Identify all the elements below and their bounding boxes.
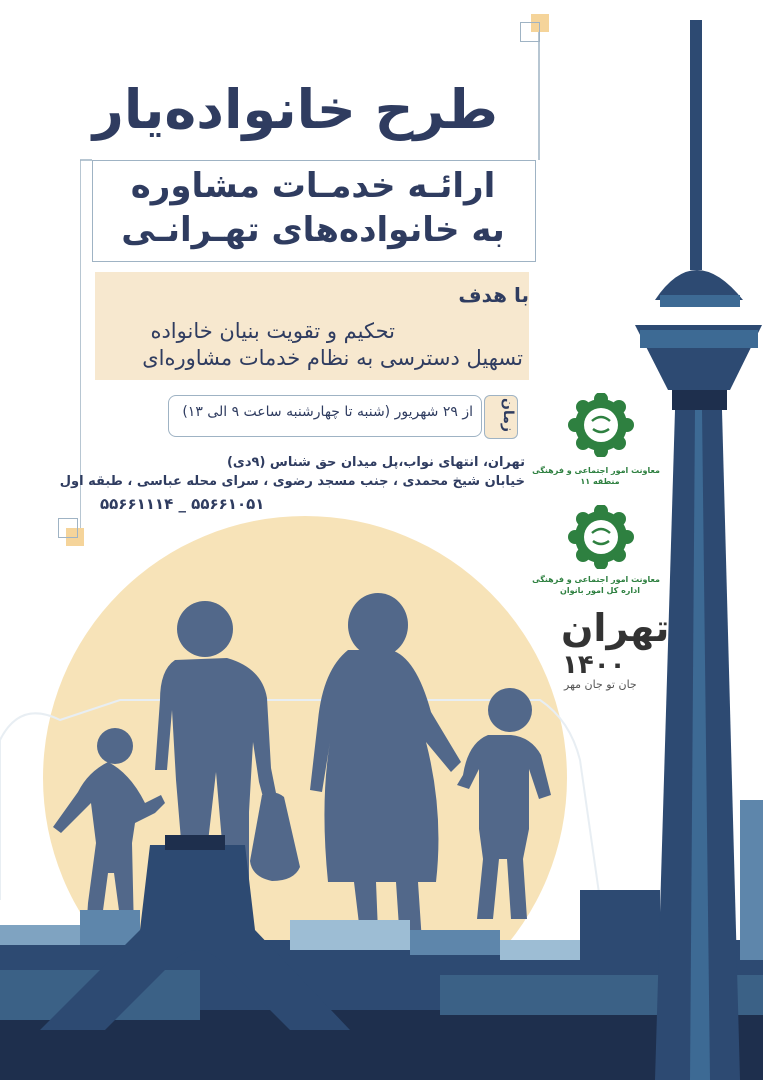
subtitle-line-1: ارائـه خدمـات مشاوره [130, 166, 496, 206]
tehran-1400-year: ۱۴۰۰ [562, 650, 626, 680]
logo-2-caption-1: معاونت امور اجتماعی و فرهنگی [532, 575, 660, 584]
logo-1-caption-2: منطقه ۱۱ [580, 477, 620, 486]
tehran-1400-slogan: جان تو جان مهر [564, 678, 637, 691]
logo-1-caption-1: معاونت امور اجتماعی و فرهنگی [532, 466, 660, 475]
page-title: طرح خانواده‌یار [92, 78, 498, 141]
phone-numbers: ۵۵۶۶۱۱۱۴ _ ۵۵۶۶۱۰۵۱ [100, 495, 265, 513]
address-line-1: تهران، انتهای نواب،پل میدان حق شناس (۹دی) [226, 455, 525, 470]
subtitle-line-2: به خانواده‌های تهـرانـی [121, 210, 505, 250]
tehran-1400-word: تهران [561, 606, 670, 650]
schedule-text: از ۲۹ شهریور (شنبه تا چهارشنبه ساعت ۹ الی ۱۳) [182, 404, 473, 420]
logo-2-caption-2: اداره کل امور بانوان [560, 586, 640, 595]
goals-label: با هدف [458, 283, 529, 307]
goal-line-1: تحکیم و تقویت بنیان خانواده [150, 319, 395, 343]
schedule-label: زمان [500, 398, 516, 432]
address-line-2: خیابان شیخ محمدی ، جنب مسجد رضوی ، سرای محله عباسی ، طبقه اول [59, 474, 525, 489]
goal-line-2: تسهیل دسترسی به نظام خدمات مشاوره‌ای [142, 346, 523, 370]
